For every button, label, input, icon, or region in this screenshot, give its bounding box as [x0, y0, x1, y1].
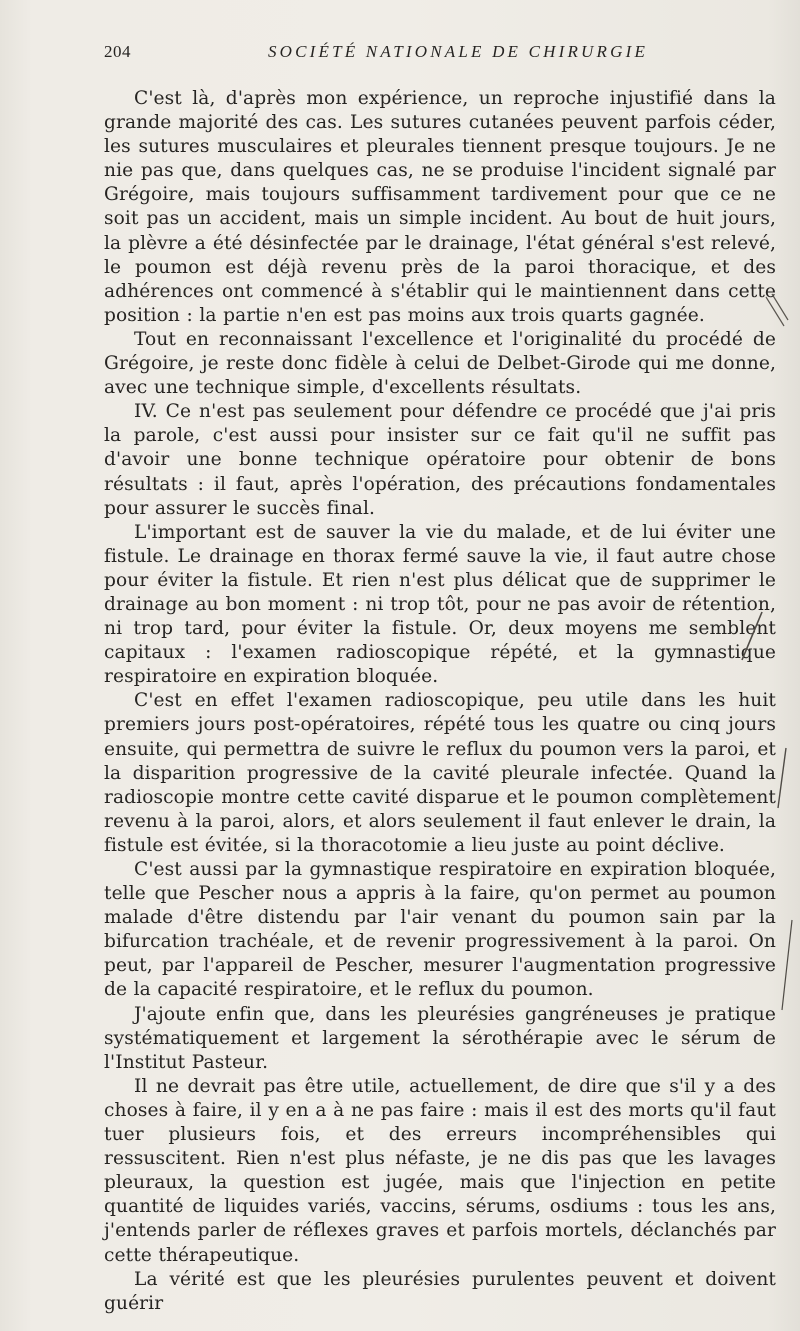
paragraph: J'ajoute enfin que, dans les pleurésies gangréneuses je pratique systématiquement et largement la sérothérapie avec le sérum de l'Institut Pasteur.	[104, 1003, 776, 1073]
paragraph: C'est en effet l'examen radioscopique, peu utile dans les huit premiers jours post-opératoires, répété tous les quatre ou cinq jours ensuite, qui permettra de suivre le reflux du poumon vers la paroi, et la disparition progressive de la cavité pleurale infectée. Quand la radioscopie montre cette cavité disparue et le poumon complètement revenu à la paroi, alors, et alors seulement il faut enlever le drain, la fistule est évitée, si la thoracotomie a lieu juste au point déclive.	[104, 690, 776, 856]
body-text	[104, 87, 776, 1316]
paragraph: IV. Ce n'est pas seulement pour défendre ce procédé que j'ai pris la parole, c'est aussi pour insister sur ce fait qu'il ne suffit pas d'avoir une bonne technique opératoire pour obtenir de bons résultats : il faut, après l'opération, des précautions fondamentales pour assurer le succès final.	[104, 401, 776, 519]
paragraph: Il ne devrait pas être utile, actuellement, de dire que s'il y a des choses à faire, il y en a à ne pas faire : mais il est des morts qu'il faut tuer plusieurs fois, et des erreurs incompréhensibles qui ressuscitent. Rien n'est plus néfaste, je ne dis pas que les lavages pleuraux, la question est jugée, mais que l'injection en petite quantité de liquides variés, vaccins, sérums, osdiums : tous les ans, j'entends parler de réflexes graves et parfois mortels, déclanchés par cette thérapeutique.	[104, 1075, 776, 1266]
running-title: SOCIÉTÉ NATIONALE DE CHIRURGIE	[267, 42, 649, 61]
pencil-mark-bottom	[782, 920, 792, 1010]
paragraph: Tout en reconnaissant l'excellence et l'originalité du procédé de Grégoire, je reste donc fidèle à celui de Delbet-Girode qui me donne, avec une technique simple, d'excellents résultats.	[104, 328, 776, 399]
paragraph: L'important est de sauver la vie du malade, et de lui éviter une fistule. Le drainage en thorax fermé sauve la vie, il faut autre chose pour éviter la fistule. Et rien n'est plus délicat que de supprimer le drainage au bon moment : ni trop tôt, pour ne pas avoir de rétention, ni trop tard, pour éviter la fistule. Or, deux moyens me semblent capitaux : l'examen radioscopique répété, et la gymnastique respiratoire en expiration bloquée.	[104, 521, 776, 688]
paragraph: La vérité est que les pleurésies purulentes peuvent et doivent guérir	[104, 1268, 776, 1314]
page-header	[104, 42, 772, 72]
page-number: 204	[104, 42, 131, 61]
pencil-mark-lower	[778, 748, 786, 808]
paragraph: C'est là, d'après mon expérience, un reproche injustifié dans la grande majorité des cas. Les sutures cutanées peuvent parfois céder, les sutures musculaires et pleurales tiennent presque toujours. Je ne nie pas que, dans quelques cas, ne se produise l'incident signalé par Grégoire, mais toujours suffisamment tardivement pour que ce ne soit pas un accident, mais un simple incident. Au bout de huit jours, la plèvre a été désinfectée par le drainage, l'état général s'est relevé, le poumon est déjà revenu près de la paroi thoracique, et des adhérences ont commencé à s'établir qui le maintiennent dans cette position : la partie n'en est pas moins aux trois quarts gagnée.	[104, 88, 776, 326]
paragraph: C'est aussi par la gymnastique respiratoire en expiration bloquée, telle que Pescher nous a appris à la faire, qu'on permet au poumon malade d'être distendu par l'air venant du poumon sain par la bifurcation trachéale, et de revenir progressivement à la paroi. On peut, par l'appareil de Pescher, mesurer l'augmentation progressive de la capacité respiratoire, et le reflux du poumon.	[104, 859, 776, 1001]
